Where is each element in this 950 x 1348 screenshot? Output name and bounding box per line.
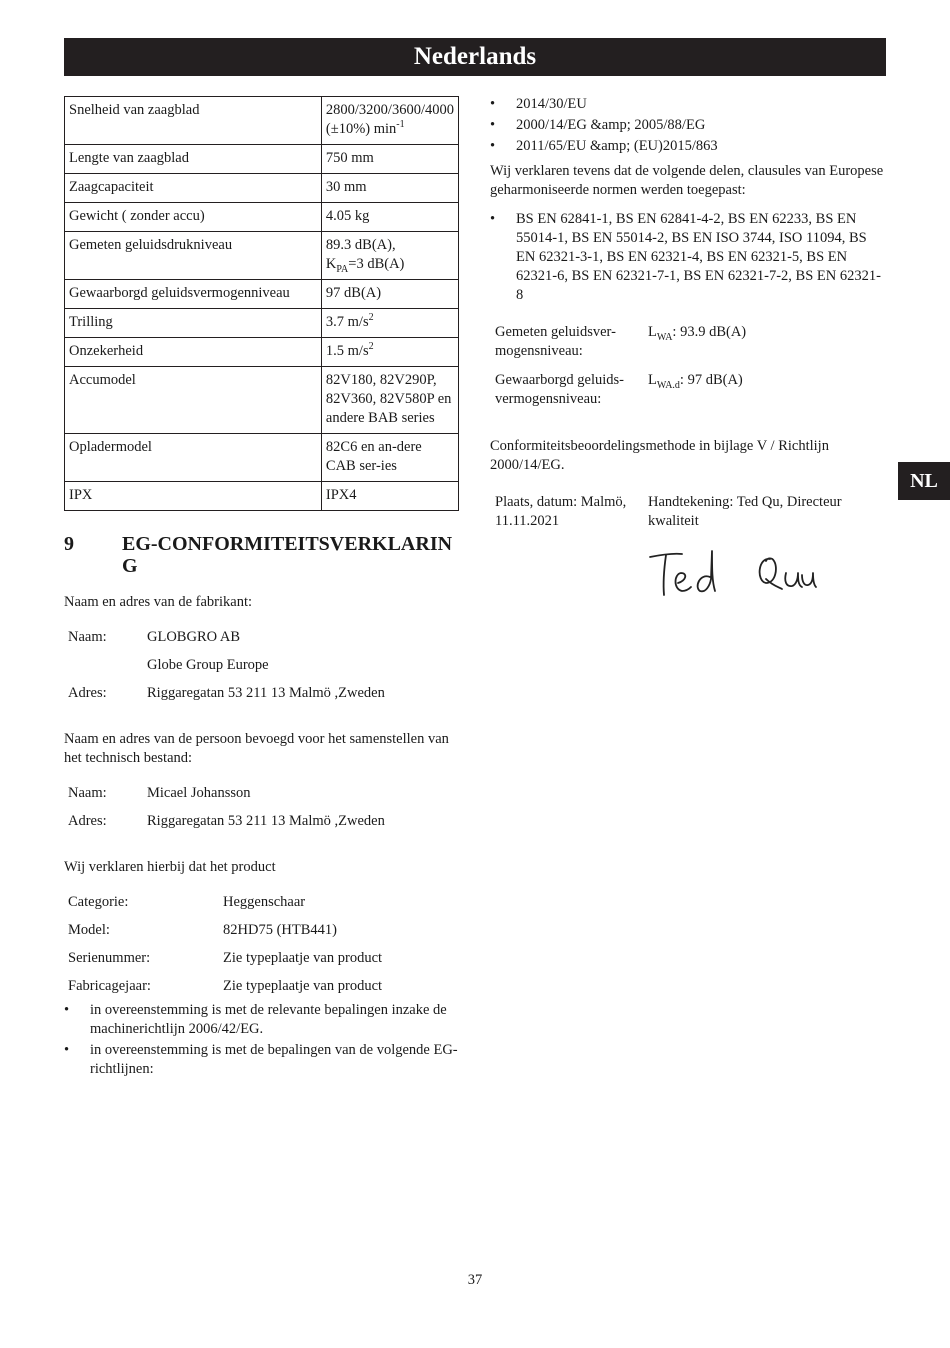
product-label: Model:	[68, 922, 110, 938]
table-row	[64, 624, 389, 652]
spec-label: Gewaarborgd geluidsvermogenniveau	[65, 280, 322, 309]
product-value: 82HD75 (HTB441)	[223, 922, 337, 938]
table-row	[490, 491, 886, 539]
list-item: • in overeenstemming is met de relevante bepalingen inzake de machinerichtlijn 2006/42/EG.	[64, 1002, 447, 1037]
address-label: Adres:	[68, 813, 107, 829]
table-row	[65, 174, 459, 203]
technical-file-intro: Naam en adres van de persoon bevoegd voor het samenstellen van het technisch bestand:	[64, 731, 449, 766]
product-table	[64, 889, 386, 1001]
table-row	[65, 434, 459, 482]
noise-measured-value: $L_{WA}$: 93.9 dB(A)	[648, 324, 747, 343]
table-row	[65, 145, 459, 174]
bullet-icon: •	[490, 211, 496, 227]
bullet-icon: •	[490, 138, 496, 154]
spec-label: Snelheid van zaagblad	[65, 97, 322, 145]
spec-value: 3.7 $m/s^2$	[321, 309, 458, 338]
table-row	[64, 680, 389, 708]
spec-label: Lengte van zaagblad	[65, 145, 322, 174]
table-row	[64, 973, 386, 1001]
table-row	[490, 321, 751, 369]
page-number: 37	[467, 1272, 483, 1288]
table-row	[64, 917, 386, 945]
product-value: Heggenschaar	[223, 894, 306, 910]
spec-label: Gemeten geluidsdrukniveau	[65, 232, 322, 280]
name-label: Naam:	[68, 629, 107, 645]
list-item: • 2011/65/EU &amp; (EU)2015/863	[490, 138, 718, 154]
section-heading	[64, 533, 459, 577]
spec-label: Accumodel	[65, 367, 322, 434]
table-row	[65, 309, 459, 338]
table-row	[64, 945, 386, 973]
section-number: 9	[64, 533, 74, 555]
right-column	[490, 96, 886, 605]
table-row	[65, 232, 459, 280]
spec-value: 2800/3200/3600/4000 (±10%) $\min^{-1}$	[321, 97, 458, 145]
spec-value: 1.5 $m/s^2$	[321, 338, 458, 367]
noise-guaranteed-label: Gewaarborgd geluids-vermogensniveau:	[495, 372, 624, 407]
table-row	[65, 338, 459, 367]
noise-table	[490, 321, 751, 417]
manufacturer-intro: Naam en adres van de fabrikant:	[64, 594, 253, 610]
list-item: • 2000/14/EG &amp; 2005/88/EG	[490, 117, 706, 133]
section-title: EG-CONFORMITEITSVERKLARING	[122, 533, 453, 577]
language-tab-nl: NL	[898, 462, 950, 500]
spec-label: Onzekerheid	[65, 338, 322, 367]
list-item: • 2014/30/EU	[490, 96, 587, 112]
technical-file-table	[64, 780, 389, 836]
product-label: Fabricagejaar:	[68, 978, 151, 994]
name-label: Naam:	[68, 785, 107, 801]
table-row	[65, 97, 459, 145]
product-value: Zie typeplaatje van product	[223, 950, 383, 966]
product-label: Categorie:	[68, 894, 129, 910]
signature-label: Handtekening: Ted Qu, Directeur kwaliteit	[648, 494, 842, 529]
standards-intro: Wij verklaren tevens dat de volgende delen, clausules van Europese geharmoniseerde normen werden toegepast:	[490, 163, 884, 198]
spec-value: 30 mm	[321, 174, 458, 203]
table-row	[65, 280, 459, 309]
spec-label: Gewicht ( zonder accu)	[65, 203, 322, 232]
list-item: • BS EN 62841-1, BS EN 62841-4-2, BS EN 62233, BS EN 55014-1, BS EN 55014-2, BS EN ISO 3744, ISO 11094, BS EN 62321-3-1, BS EN 62321-4, BS EN 62321-5, BS EN 62321-6, BS EN 62321-7-1, BS EN 62321-7-2, BS EN 62321-8	[490, 211, 881, 303]
bullet-icon: •	[490, 96, 496, 112]
place-date: Plaats, datum: Malmö, 11.11.2021	[495, 494, 627, 529]
spec-label: Zaagcapaciteit	[65, 174, 322, 203]
page-header-title: Nederlands	[64, 38, 886, 76]
list-item: • in overeenstemming is met de bepalingen van de volgende EG-richtlijnen:	[64, 1042, 458, 1077]
bullet-icon: •	[64, 1002, 70, 1018]
table-row	[65, 367, 459, 434]
spec-value: 750 mm	[321, 145, 458, 174]
spec-value: IPX4	[321, 482, 458, 511]
noise-guaranteed-value: $L_{WA.d}$: 97 dB(A)	[648, 372, 743, 391]
table-row	[64, 889, 386, 917]
name-value: GLOBGRO AB	[147, 629, 241, 645]
table-row	[65, 203, 459, 232]
table-row	[490, 369, 751, 417]
product-intro: Wij verklaren hierbij dat het product	[64, 859, 276, 875]
specifications-table	[64, 96, 459, 511]
bullet-icon: •	[64, 1042, 70, 1058]
table-row	[64, 652, 389, 680]
address-value: Riggaregatan 53 211 13 Malmö ,Zweden	[147, 813, 385, 829]
spec-value: 82V180, 82V290P, 82V360, 82V580P en andere BAB series	[321, 367, 458, 434]
table-row	[65, 482, 459, 511]
address-value: Riggaregatan 53 211 13 Malmö ,Zweden	[147, 685, 385, 701]
standards-list	[490, 210, 886, 305]
table-row	[64, 780, 389, 808]
bullet-icon: •	[490, 117, 496, 133]
directives-list	[490, 95, 886, 156]
product-value: Zie typeplaatje van product	[223, 978, 383, 994]
spec-label: Trilling	[65, 309, 322, 338]
manufacturer-table	[64, 624, 389, 708]
conformity-list	[64, 1001, 459, 1079]
signoff-table	[490, 491, 886, 539]
name-value-line2: Globe Group Europe	[147, 657, 269, 673]
spec-value: 89.3 dB(A), $K_{PA}=3$ dB(A)	[321, 232, 458, 280]
spec-value: 97 dB(A)	[321, 280, 458, 309]
name-value: Micael Johansson	[147, 785, 251, 801]
spec-label: IPX	[65, 482, 322, 511]
assessment-text: Conformiteitsbeoordelingsmethode in bijlage V / Richtlijn 2000/14/EG.	[490, 438, 829, 473]
address-label: Adres:	[68, 685, 107, 701]
spec-label: Opladermodel	[65, 434, 322, 482]
left-column	[64, 96, 459, 1081]
spec-value: 82C6 en an-dere CAB ser-ies	[321, 434, 458, 482]
product-label: Serienummer:	[68, 950, 151, 966]
noise-measured-label: Gemeten geluidsver-mogensniveau:	[495, 324, 616, 359]
spec-value: 4.05 kg	[321, 203, 458, 232]
table-row	[64, 808, 389, 836]
signature-image	[648, 545, 818, 605]
